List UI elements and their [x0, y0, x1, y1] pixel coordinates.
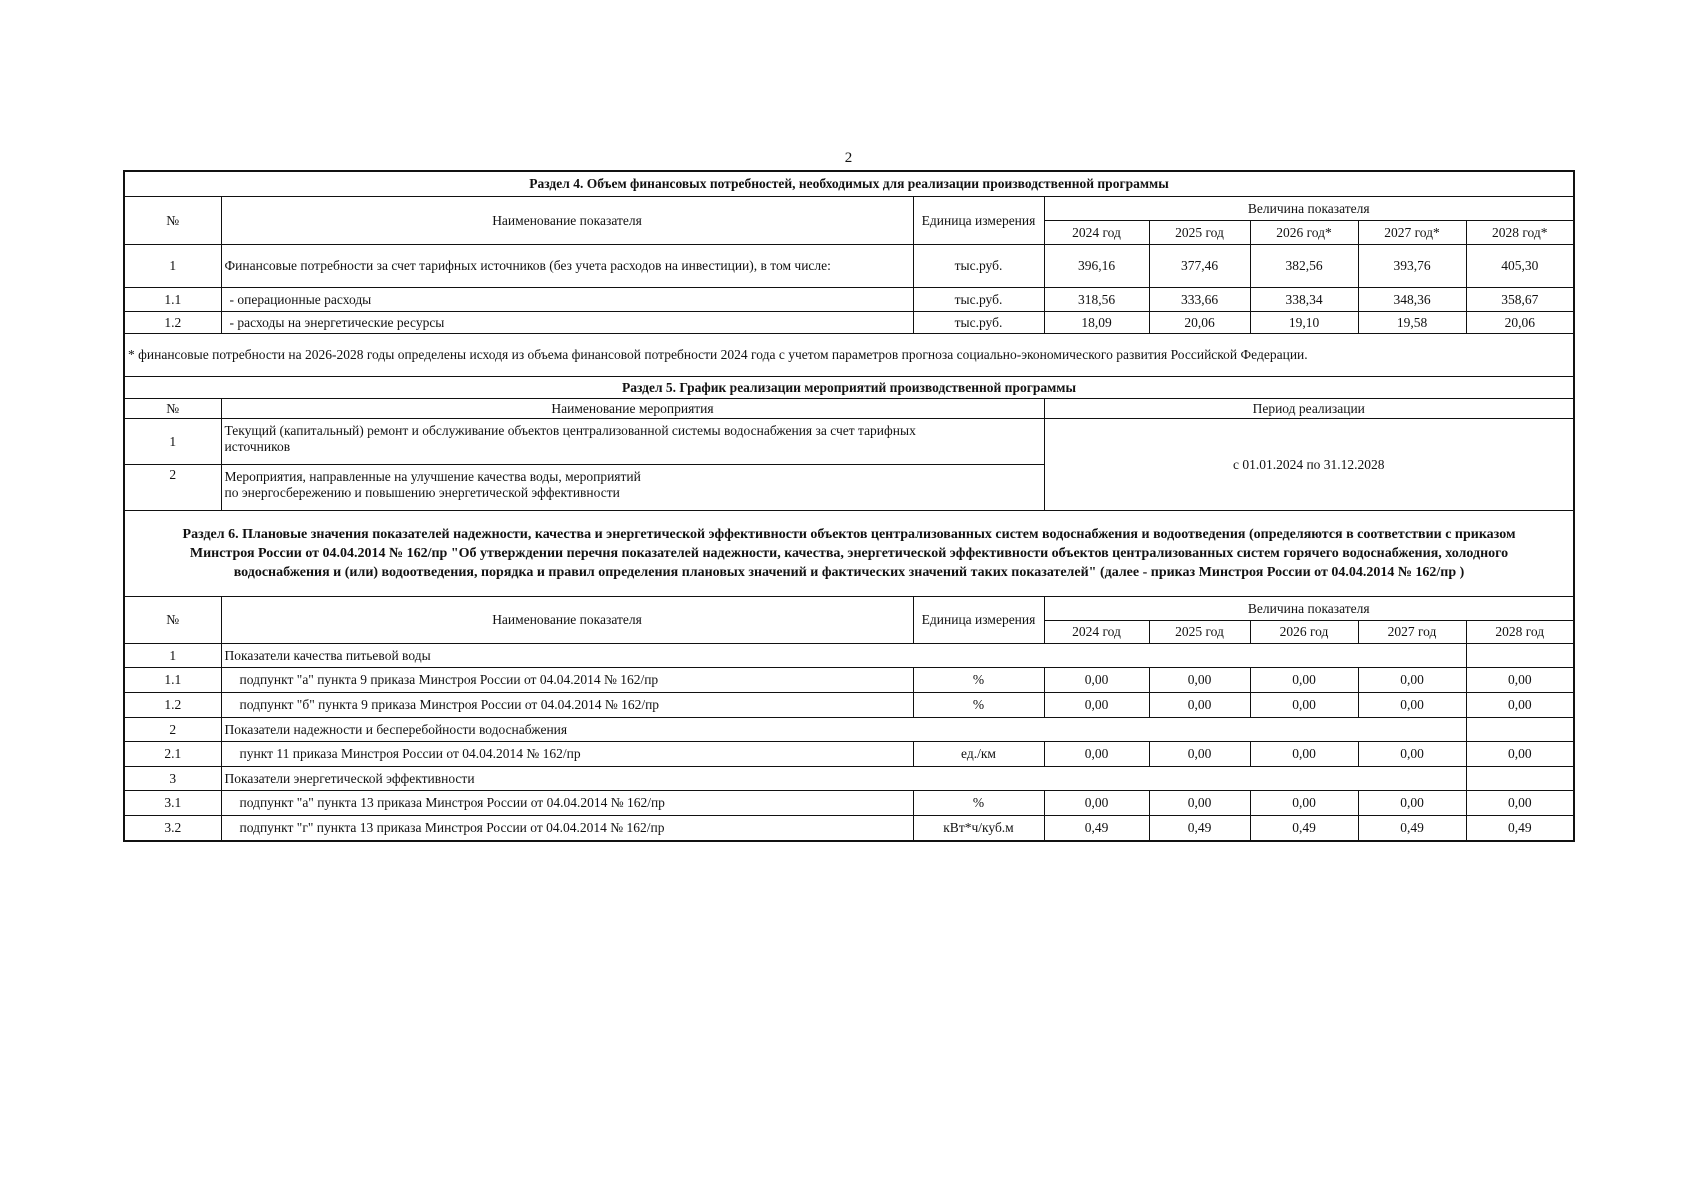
row-value: 0,00: [1149, 742, 1250, 767]
row-value: 348,36: [1358, 288, 1466, 312]
row-value: 0,00: [1044, 693, 1149, 718]
group-empty-cell: [1466, 767, 1574, 791]
row-num: 3.1: [124, 791, 221, 816]
section4-note-row: [124, 334, 1574, 377]
row-value: 0,00: [1250, 668, 1358, 693]
group-row: [124, 644, 1574, 668]
row-num: 1.2: [124, 312, 221, 334]
group-empty-cell: [1466, 644, 1574, 668]
section4-title-row: [124, 171, 1574, 197]
section6-header-value: Величина показателя: [1044, 597, 1574, 621]
section4-year: 2026 год*: [1250, 221, 1358, 245]
table-row: [124, 419, 1574, 465]
section6-year: 2027 год: [1358, 621, 1466, 644]
table-row: [124, 791, 1574, 816]
row-value: 338,34: [1250, 288, 1358, 312]
table-row: [124, 288, 1574, 312]
group-name: Показатели надежности и бесперебойности водоснабжения: [221, 718, 1466, 742]
row-value: 0,00: [1466, 693, 1574, 718]
section4-header-unit: Единица измерения: [913, 197, 1044, 245]
row-value: 0,49: [1358, 816, 1466, 841]
row-num: 1.1: [124, 668, 221, 693]
row-value: 396,16: [1044, 245, 1149, 288]
row-name: - расходы на энергетические ресурсы: [221, 312, 913, 334]
row-name-line: Текущий (капитальный) ремонт и обслуживание объектов централизованной системы водоснабжения за счет тарифных: [224, 423, 916, 438]
row-unit: %: [913, 693, 1044, 718]
row-unit: %: [913, 791, 1044, 816]
row-value: 0,49: [1466, 816, 1574, 841]
section4-header-value: Величина показателя: [1044, 197, 1574, 221]
row-value: 0,49: [1149, 816, 1250, 841]
section5-header-name: Наименование мероприятия: [221, 399, 1044, 419]
section4-header-num: №: [124, 197, 221, 245]
group-name: Показатели энергетической эффективности: [221, 767, 1466, 791]
section6-title-line: Минстроя России от 04.04.2014 № 162/пр "Об утверждении перечня показателей надежности, качества, энергетической эффективности объектов централизованных систем горячего водоснабжения, холодного: [189, 546, 1509, 561]
row-value: 333,66: [1149, 288, 1250, 312]
group-row: [124, 767, 1574, 791]
section5-title-row: [124, 377, 1574, 399]
row-name: [221, 419, 1044, 465]
section6-header-num: №: [124, 597, 221, 644]
row-num: 1.2: [124, 693, 221, 718]
section5-period: с 01.01.2024 по 31.12.2028: [1044, 419, 1574, 511]
section4-title: Раздел 4. Объем финансовых потребностей, необходимых для реализации производственной программы: [124, 171, 1574, 197]
section6-title-row: [124, 511, 1574, 597]
section4-year: 2028 год*: [1466, 221, 1574, 245]
row-value: 0,00: [1250, 791, 1358, 816]
row-num: 3.2: [124, 816, 221, 841]
row-value: 0,00: [1044, 668, 1149, 693]
row-num: 2.1: [124, 742, 221, 767]
row-name: - операционные расходы: [221, 288, 913, 312]
section6-header-name: Наименование показателя: [221, 597, 913, 644]
row-value: 0,00: [1250, 742, 1358, 767]
row-unit: тыс.руб.: [913, 288, 1044, 312]
row-unit: тыс.руб.: [913, 312, 1044, 334]
table-row: [124, 742, 1574, 767]
row-value: 318,56: [1044, 288, 1149, 312]
row-value: 0,00: [1358, 742, 1466, 767]
section5-header-period: Период реализации: [1044, 399, 1574, 419]
group-row: [124, 718, 1574, 742]
row-value: 0,00: [1466, 668, 1574, 693]
row-value: 0,00: [1044, 791, 1149, 816]
row-name: [221, 465, 1044, 511]
row-value: 405,30: [1466, 245, 1574, 288]
row-value: 377,46: [1149, 245, 1250, 288]
row-value: 18,09: [1044, 312, 1149, 334]
row-unit: ед./км: [913, 742, 1044, 767]
main-table: [123, 170, 1575, 842]
row-name-line: по энергосбережению и повышению энергетической эффективности: [224, 485, 620, 500]
table-row: [124, 693, 1574, 718]
group-num: 3: [124, 767, 221, 791]
row-value: 20,06: [1149, 312, 1250, 334]
row-value: 0,00: [1358, 668, 1466, 693]
group-name: Показатели качества питьевой воды: [221, 644, 1466, 668]
row-unit: %: [913, 668, 1044, 693]
row-name: подпункт "б" пункта 9 приказа Минстроя России от 04.04.2014 № 162/пр: [221, 693, 913, 718]
row-name: подпункт "г" пункта 13 приказа Минстроя России от 04.04.2014 № 162/пр: [221, 816, 913, 841]
table-row: [124, 816, 1574, 841]
section5-header-row: [124, 399, 1574, 419]
page-number: 2: [844, 150, 853, 166]
row-value: 358,67: [1466, 288, 1574, 312]
row-value: 20,06: [1466, 312, 1574, 334]
row-num: 1: [124, 419, 221, 465]
table-row: [124, 312, 1574, 334]
group-num: 2: [124, 718, 221, 742]
section5-title: Раздел 5. График реализации мероприятий производственной программы: [124, 377, 1574, 399]
section6-title-line: Раздел 6. Плановые значения показателей надежности, качества и энергетической эффективности объектов централизованных систем водоснабжения и водоотведения (определяются в соответствии с приказом: [182, 527, 1516, 542]
section4-year: 2027 год*: [1358, 221, 1466, 245]
section4-year: 2025 год: [1149, 221, 1250, 245]
section6-year: 2028 год: [1466, 621, 1574, 644]
section4-header-name: Наименование показателя: [221, 197, 913, 245]
row-value: 0,00: [1149, 668, 1250, 693]
row-name: Финансовые потребности за счет тарифных источников (без учета расходов на инвестиции), в том числе:: [221, 245, 913, 288]
row-value: 0,00: [1358, 791, 1466, 816]
row-value: 19,10: [1250, 312, 1358, 334]
section5-header-num: №: [124, 399, 221, 419]
group-empty-cell: [1466, 718, 1574, 742]
section6-title-line: водоснабжения и (или) водоотведения, порядка и правил определения плановых значений и фактических значений таких показателей" (далее - приказ Минстроя России от 04.04.2014 № 162/пр ): [233, 565, 1465, 580]
row-value: 0,00: [1466, 742, 1574, 767]
row-num: 1.1: [124, 288, 221, 312]
row-value: 19,58: [1358, 312, 1466, 334]
section6-header-unit: Единица измерения: [913, 597, 1044, 644]
row-value: 393,76: [1358, 245, 1466, 288]
row-num: 1: [124, 245, 221, 288]
section6-year: 2025 год: [1149, 621, 1250, 644]
row-name: подпункт "а" пункта 13 приказа Минстроя России от 04.04.2014 № 162/пр: [221, 791, 913, 816]
table-row: [124, 245, 1574, 288]
row-value: 0,00: [1149, 693, 1250, 718]
row-value: 0,00: [1466, 791, 1574, 816]
section4-header-row: [124, 197, 1574, 221]
row-value: 0,00: [1149, 791, 1250, 816]
document-body: [123, 170, 1573, 842]
section4-footnote: * финансовые потребности на 2026-2028 годы определены исходя из объема финансовой потребности 2024 года с учетом параметров прогноза социально-экономического развития Российской Федерации.: [124, 334, 1574, 377]
row-value: 382,56: [1250, 245, 1358, 288]
row-unit: кВт*ч/куб.м: [913, 816, 1044, 841]
row-name: пункт 11 приказа Минстроя России от 04.04.2014 № 162/пр: [221, 742, 913, 767]
section4-year: 2024 год: [1044, 221, 1149, 245]
row-name-line: источников: [224, 439, 291, 454]
row-value: 0,49: [1250, 816, 1358, 841]
row-num: 2: [124, 465, 221, 511]
row-name-line: Мероприятия, направленные на улучшение качества воды, мероприятий: [224, 469, 641, 484]
table-row: [124, 668, 1574, 693]
section6-year: 2024 год: [1044, 621, 1149, 644]
group-num: 1: [124, 644, 221, 668]
row-unit: тыс.руб.: [913, 245, 1044, 288]
section6-header-row: [124, 597, 1574, 621]
row-value: 0,00: [1250, 693, 1358, 718]
row-name: подпункт "а" пункта 9 приказа Минстроя России от 04.04.2014 № 162/пр: [221, 668, 913, 693]
section6-year: 2026 год: [1250, 621, 1358, 644]
section6-title: [124, 511, 1574, 597]
row-value: 0,49: [1044, 816, 1149, 841]
row-value: 0,00: [1358, 693, 1466, 718]
row-value: 0,00: [1044, 742, 1149, 767]
